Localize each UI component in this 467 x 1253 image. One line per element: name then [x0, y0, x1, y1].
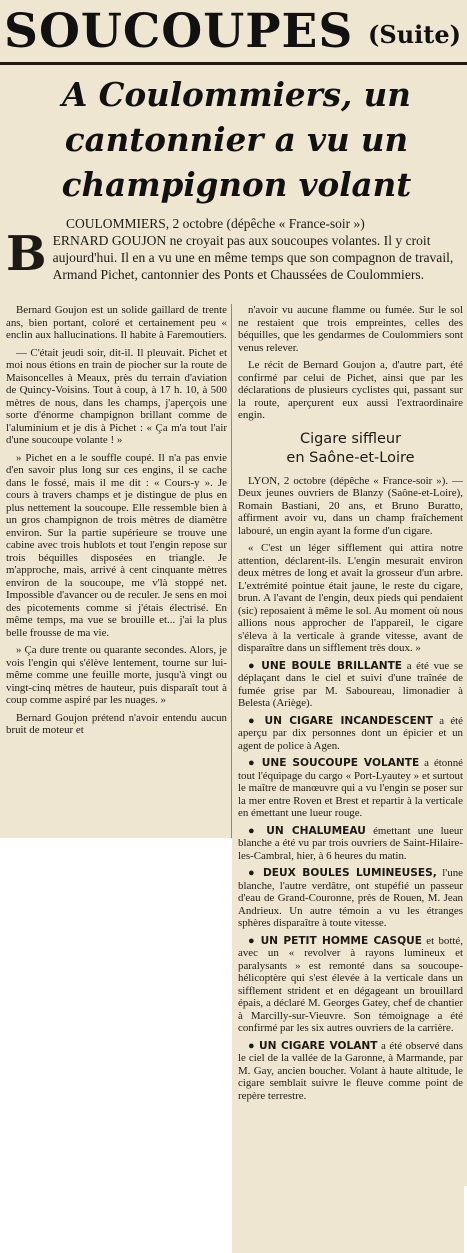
- section-banner: [0, 0, 467, 62]
- news-item-text: a été observé dans le ciel de la vallée de la Garonne, à Marmande, par M. Gay, ancien boucher. Volant à haute altitude, le cigare semblait suivre le fleuve comme point de repère terrestre.: [238, 1039, 463, 1102]
- left-paragraph: — C'était jeudi soir, dit-il. Il pleuvait. Pichet et moi nous étions en train de piocher sur la route de Maisoncelles à Meaux, près du terrain d'aviation de Quincy-Voisins. Tout à coup, à 17 h. 10, à 500 mètres de nous, dans les champs, j'aperçois une sorte d'énorme champignon brillant comme de l'aluminium et je dis à Pichet : « Ça m'a tout l'air d'une soucoupe volante ! »: [6, 346, 227, 446]
- news-item-lead: DEUX BOULES LUMINEUSES,: [262, 867, 437, 879]
- news-item-lead: UN CHALUMEAU: [266, 824, 366, 837]
- subheading: [238, 430, 463, 468]
- news-item: [238, 825, 463, 863]
- news-item: [238, 935, 463, 1035]
- left-paragraph: Bernard Goujon est un solide gaillard de trente ans, bien portant, coloré et certainement peu « enclin aux hallucinations. Il habite à Faremoutiers.: [6, 304, 227, 341]
- left-paragraph: » Pichet en a le souffle coupé. Il n'a pas envie d'en savoir plus long sur ces engins, il se cache dans le fossé, mais il me dit : « Cours-y ». Je cours à travers champs et je distingue de plus en plus nettement la soucoupe. Elle ressemble bien à un gros champignon de trois mètres de diamètre environ. Sur la partie supérieure se trouve une cabine avec trois hublots et tout l'engin repose sur trois béquilles disposées en triangle. Je m'approche, mais, arrivé à cent cinquante mètres environ de la soucoupe, me v'là stoppé net. Impossible d'avancer ou de reculer. Je sens en moi des picotements comme si j'étais électrisé. En même temps, ma vue se brouille et... j'ai la plus belle frousse de ma vie.: [6, 451, 227, 639]
- news-item-text: l'une blanche, l'autre verdâtre, ont stupéfié un passeur d'eau de Grand-Couronne, près de Rouen, M. Jean Andrieux. Un autre témoin a vu les étranges sphères disparaître à toute vitesse.: [238, 867, 463, 929]
- headline-line-3: champignon volant: [61, 165, 412, 204]
- lyon-paragraph: « C'est un léger sifflement qui attira notre attention, déclarent-ils. L'engin mesurait environ deux mètres de long et avait la grosseur d'un arbre. L'extrémité pointue était jaune, le reste du cigare, brun. A l'avant de l'engin, deux pieds qui pendaient (sic) reposaient à même le sol. Au moment où nous allions nous approcher de l'appareil, le cigare s'éleva à la verticale à grande vitesse, avant de disparaître dans un sifflement très doux. »: [238, 542, 463, 654]
- left-paragraph: Bernard Goujon prétend n'avoir entendu aucun bruit de moteur et: [6, 711, 227, 736]
- news-item-text: et botté, avec un « revolver à rayons lumineux et paralysants » est remonté dans sa soucoupe-hélicoptère qui s'est élevée à la verticale dans un sifflement strident et en dégageant un brouillard épais, a déclaré M. Georges Gatey, chef de chantier à Marcilly-sur-Vieuvre. Son témoignage a été confirmé par les six autres ouvriers de la carrière.: [238, 934, 463, 1034]
- right-paragraph: n'avoir vu aucune flamme ou fumée. Sur le sol ne restaient que trois empreintes, celles des béquilles, que les gendarmes de Coulommiers sont venus relever.: [238, 304, 463, 354]
- news-item-text: émettant une lueur blanche a été vu par trois ouvriers de Saint-Hilaire-les-Cambral, hier, à 6 heures du matin.: [238, 824, 463, 862]
- news-item-lead: UNE BOULE BRILLANTE: [261, 659, 403, 672]
- banner-rule: [0, 62, 467, 65]
- headline-line-2: cantonnier a vu un: [64, 120, 409, 159]
- lyon-paragraph: LYON, 2 octobre (dépêche « France-soir »). — Deux jeunes ouvriers de Blanzy (Saône-et-Loire), Romain Bastiani, 20 ans, et Bruno Buratto, affirment avoir vu, dans un champ fraîchement labouré, un engin ayant la forme d'un cigare.: [238, 474, 463, 537]
- right-paragraph: Le récit de Bernard Goujon a, d'autre part, été confirmé par celui de Pichet, ainsi que par les déclarations de plusieurs cyclistes qui, passant sur la route, aperçurent eux aussi l'extraordinaire engin.: [238, 359, 463, 421]
- right-column: [238, 304, 463, 1107]
- news-item: [238, 757, 463, 820]
- bullet-icon: ●: [248, 824, 260, 837]
- news-item: [238, 867, 463, 930]
- headline: [14, 72, 459, 207]
- bullet-icon: ●: [248, 757, 257, 769]
- news-item-lead: UN CIGARE INCANDESCENT: [264, 714, 433, 727]
- news-item-lead: UN PETIT HOMME CASQUE: [260, 934, 422, 947]
- subheading-line-1: Cigare siffleur: [299, 430, 402, 447]
- news-item-lead: UNE SOUCOUPE VOLANTE: [261, 757, 420, 769]
- bullet-icon: ●: [248, 934, 257, 947]
- bullet-icon: ●: [248, 867, 258, 879]
- news-item-text: a été vue se déplaçant dans le ciel et suivi d'une traînée de fumée grise par M. Sabourea﻿u, limonadier à Belesta (Ariège).: [238, 659, 463, 709]
- left-column: [6, 304, 227, 742]
- left-paragraph: » Ça dure trente ou quarante secondes. Alors, je vois l'engin qui s'élève lentement, tourne sur lui-même comme une feuille morte, jusqu'à vingt ou vingt-cinq mètres de hauteur, puis disparaît tout à coup comme aspiré par les nuages. »: [6, 644, 227, 706]
- news-item-text: a étonné tout l'équipage du cargo « Port-Lyautey » et surtout le maître de manœuvre qui a vu l'engin se poser sur la mer entre Roven et Brest et repartir à la verticale en émettant une lueur rouge.: [238, 757, 463, 819]
- bullet-icon: ●: [248, 659, 257, 672]
- subheading-line-2: en Saône-et-Loire: [286, 449, 415, 466]
- column-divider: [231, 304, 232, 838]
- headline-line-1: A Coulommiers, un: [62, 75, 411, 114]
- lede-text: ERNARD GOUJON ne croyait pas aux soucoupes volantes. Il y croit aujourd'hui. Il en a vu une en même temps que son compagnon de travail, Armand Pichet, cantonnier des Ponts et Chaussées de Coulommiers.: [52, 233, 454, 282]
- bullet-icon: ●: [248, 714, 259, 727]
- dateline: COULOMMIERS, 2 octobre (dépêche « France-soir »): [66, 216, 365, 231]
- news-item: [238, 660, 463, 710]
- bullet-icon: ●: [248, 1039, 256, 1052]
- blank-margin: [0, 838, 232, 1253]
- news-item: [238, 715, 463, 753]
- drop-cap: B: [6, 226, 47, 282]
- news-item-text: a été aperçu par dix personnes dont un épicier et un agent de police à Agen.: [238, 714, 464, 752]
- news-item-lead: UN CIGARE VOLANT: [258, 1039, 378, 1052]
- news-item: [238, 1040, 463, 1103]
- banner-suite-label: (Suite): [368, 19, 461, 49]
- lede-paragraph: [6, 226, 461, 283]
- banner-title: SOUCOUPES: [4, 3, 354, 59]
